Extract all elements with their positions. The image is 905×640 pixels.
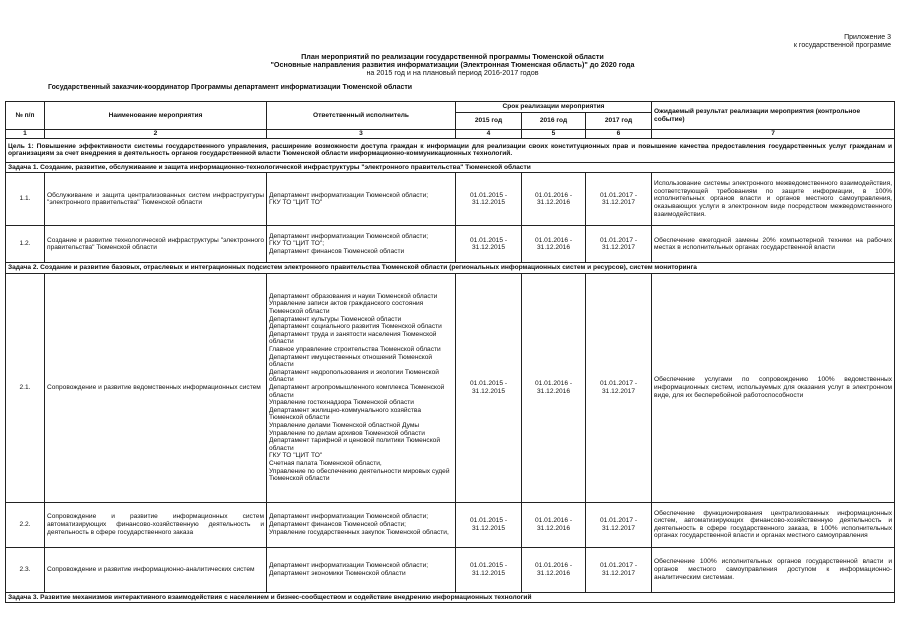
row-period-2017: 01.01.2017 - 31.12.2017 [586,173,652,226]
title-line2: "Основные направления развития информатизации (Электронная Тюменская область)" до 2020 года [270,60,635,70]
table-row [6,173,895,226]
table-row [6,547,895,592]
appendix-line2: к государственной программе [793,42,891,49]
header-result: Ожидаемый результат реализации мероприятия (контрольное событие) [652,102,895,130]
customer-line: Государственный заказчик-координатор Программы департамент информатизации Тюменской области [48,84,413,91]
header-period: Срок реализации мероприятия [456,102,652,113]
row-result: Обеспечение функционирования централизованных информационных систем, автоматизирующих финансово-хозяйственную деятельность и деятельность в сфере государственного заказа, в 100% исполнительных органах государственной власти и органах местного самоуправления [652,502,895,547]
task-row [6,592,895,603]
row-period-2017: 01.01.2017 - 31.12.2017 [586,226,652,263]
row-result: Использование системы электронного межведомственного взаимодействия, соответствующей требованиям по защите информации, в 100% исполнительных органов власти и органов местного самоуправления, оказывающих услуги в электронном виде посредством межведомственного взаимодействия. [652,173,895,226]
title-line1: План мероприятий по реализации государственной программы Тюменской области [301,52,604,61]
col-number: 3 [267,130,456,139]
appendix-label [794,34,891,50]
task1-text: Задача 1. Создание, развитие, обслуживание и защита информационно-технологической инфраструктуры "электронного правительства" Тюменской области [6,162,895,173]
header-2017: 2017 год [586,113,652,130]
row-executor: Департамент информатизации Тюменской области; ГКУ ТО "ЦИТ ТО" [267,173,456,226]
column-number-row [6,130,895,139]
row-period-2016: 01.01.2016 - 31.12.2016 [522,502,586,547]
row-name: Сопровождение и развитие информационных систем автоматизирующих финансово-хозяйственную деятельность и деятельность в сфере государственного заказа [45,502,267,547]
row-result: Обеспечение ежегодной замены 20% компьютерной техники на рабочих местах в исполнительных органах государственной власти [652,226,895,263]
row-period-2015: 01.01.2015 - 31.12.2015 [456,547,522,592]
header-2015: 2015 год [456,113,522,130]
row-period-2017: 01.01.2017 - 31.12.2017 [586,273,652,502]
task2-text: Задача 2. Создание и развитие базовых, отраслевых и интеграционных подсистем электронного правительства Тюменской области (региональных информационных систем и ресурсов), систем мониторинга [6,263,895,274]
row-period-2017: 01.01.2017 - 31.12.2017 [586,547,652,592]
header-executor: Ответственный исполнитель [267,102,456,130]
row-period-2016: 01.01.2016 - 31.12.2016 [522,547,586,592]
col-number: 1 [6,130,45,139]
task-row [6,162,895,173]
row-period-2016: 01.01.2016 - 31.12.2016 [522,226,586,263]
row-num: 2.3. [6,547,45,592]
row-period-2015: 01.01.2015 - 31.12.2015 [456,226,522,263]
row-result: Обеспечение 100% исполнительных органов государственной власти и органов местного самоуправления доступом к информационно-аналитическим системам. [652,547,895,592]
row-period-2016: 01.01.2016 - 31.12.2016 [522,273,586,502]
col-number: 4 [456,130,522,139]
col-number: 6 [586,130,652,139]
col-number: 5 [522,130,586,139]
row-period-2015: 01.01.2015 - 31.12.2015 [456,173,522,226]
row-period-2015: 01.01.2015 - 31.12.2015 [456,273,522,502]
row-period-2016: 01.01.2016 - 31.12.2016 [522,173,586,226]
table-row [6,226,895,263]
title-line3: на 2015 год и на плановый период 2016-2017 годов [366,68,539,78]
row-name: Обслуживание и защита централизованных систем инфраструктуры "электронного правительства" Тюменской области [45,173,267,226]
task3-text: Задача 3. Развитие механизмов интерактивного взаимодействия с населением и бизнес-сообществом и содействие внедрению информационных технологий [6,592,895,603]
table-row [6,273,895,502]
plan-table [5,101,895,603]
row-num: 1.1. [6,173,45,226]
row-executor: Департамент образования и науки Тюменской области Управление записи актов гражданского состояния Тюменской области Департамент культуры Тюменской области Департамент социального развития Тюменской области Департамент труда и занятости населения Тюменской области Главное управление строительства Тюменской области Департамент имущественных отношений Тюменской области Департамент недропользования и экологии Тюменской области Департамент агропромышленного комплекса Тюменской области Управление гостехнадзора Тюменской области Департамент жилищно-коммунального хозяйства Тюменской области Управление делами Тюменской областной Думы Управление по делам архивов Тюменской области Департамент тарифной и ценовой политики Тюменской области ГКУ ТО "ЦИТ ТО" Счетная палата Тюменской области, Управление по обеспечению деятельности мировых судей Тюменской области [267,273,456,502]
row-result: Обеспечение услугами по сопровождению 100% ведомственных информационных систем, используемых для оказания услуг в электронном виде, для их бесперебойной работоспособности [652,273,895,502]
row-executor: Департамент информатизации Тюменской области; Департамент финансов Тюменской области; Управление государственных закупок Тюменской области, [267,502,456,547]
row-name: Сопровождение и развитие информационно-аналитических систем [45,547,267,592]
document-title [0,53,905,78]
goal-text: Цель 1: Повышение эффективности системы государственного управления, расширение возможности доступа граждан к информации для реализации своих конституционных прав и повышение качества предоставления государственных услуг гражданам и организациям за счет внедрения в деятельность органов государственной власти Тюменской области информационно-коммуникационных технологий. [6,138,895,162]
row-period-2017: 01.01.2017 - 31.12.2017 [586,502,652,547]
row-num: 2.1. [6,273,45,502]
row-name: Сопровождение и развитие ведомственных информационных систем [45,273,267,502]
row-num: 1.2. [6,226,45,263]
header-2016: 2016 год [522,113,586,130]
row-num: 2.2. [6,502,45,547]
row-period-2015: 01.01.2015 - 31.12.2015 [456,502,522,547]
table-row [6,502,895,547]
header-num: № п/п [6,102,45,130]
header-name: Наименование мероприятия [45,102,267,130]
goal-row [6,138,895,162]
appendix-line1: Приложение 3 [844,34,891,41]
task-row [6,263,895,274]
col-number: 2 [45,130,267,139]
col-number: 7 [652,130,895,139]
row-executor: Департамент информатизации Тюменской области; ГКУ ТО "ЦИТ ТО"; Департамент финансов Тюменской области [267,226,456,263]
row-executor: Департамент информатизации Тюменской области; Департамент экономики Тюменской области [267,547,456,592]
row-name: Создание и развитие технологической инфраструктуры "электронного правительства" Тюменской области [45,226,267,263]
